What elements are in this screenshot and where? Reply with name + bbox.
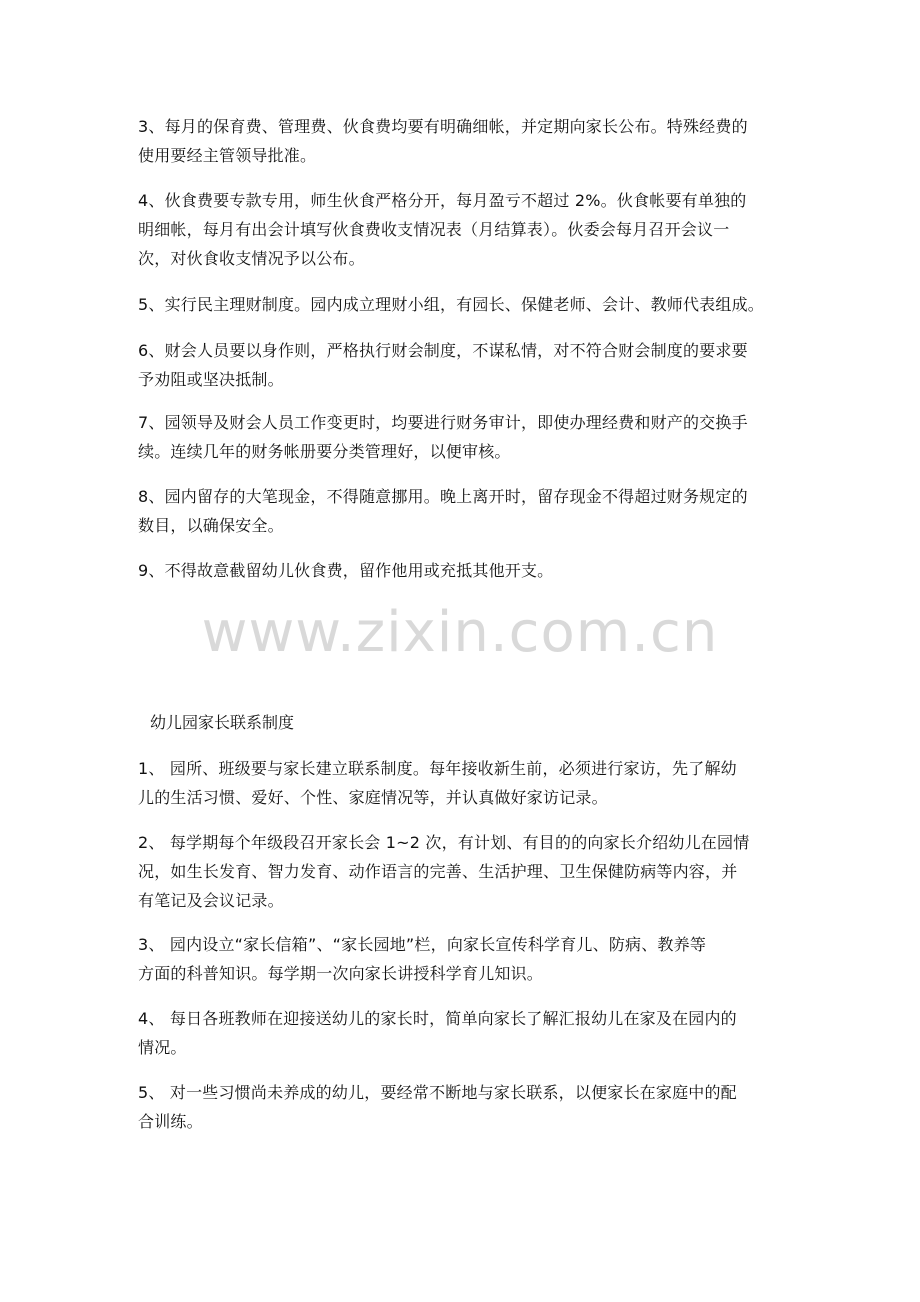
paragraph-item-2	[138, 828, 798, 915]
text-line: 使用要经主管领导批准。	[138, 146, 317, 165]
paragraph-item-5b	[138, 1078, 798, 1136]
section-title: 幼儿园家长联系制度	[150, 713, 295, 732]
paragraph-item-9	[138, 556, 798, 585]
text-line: 1、 园所、班级要与家长建立联系制度。每年接收新生前，必须进行家访，先了解幼	[138, 759, 737, 778]
text-line: 5、实行民主理财制度。园内成立理财小组，有园长、保健老师、会计、教师代表组成。	[138, 295, 764, 314]
text-line: 3、 园内设立“家长信箱”、“家长园地”栏，向家长宣传科学育儿、防病、教养等	[138, 935, 707, 954]
text-line: 3、每月的保育费、管理费、伙食费均要有明确细帐，并定期向家长公布。特殊经费的	[138, 117, 748, 136]
text-line: 5、 对一些习惯尚未养成的幼儿，要经常不断地与家长联系，以便家长在家庭中的配	[138, 1083, 737, 1102]
text-line: 合训练。	[138, 1112, 203, 1131]
text-line: 8、园内留存的大笔现金，不得随意挪用。晚上离开时，留存现金不得超过财务规定的	[138, 487, 748, 506]
text-line: 6、财会人员要以身作则，严格执行财会制度，不谋私情，对不符合财会制度的要求要	[138, 341, 748, 360]
text-line: 4、伙食费要专款专用，师生伙食严格分开，每月盈亏不超过 2%。伙食帐要有单独的	[138, 191, 747, 210]
paragraph-item-4b	[138, 1004, 798, 1062]
paragraph-item-7	[138, 408, 798, 466]
text-line: 9、不得故意截留幼儿伙食费，留作他用或充抵其他开支。	[138, 561, 554, 580]
text-line: 数目，以确保安全。	[138, 516, 284, 535]
text-line: 2、 每学期每个年级段召开家长会 1~2 次，有计划、有目的的向家长介绍幼儿在园情	[138, 833, 750, 852]
text-line: 7、园领导及财会人员工作变更时，均要进行财务审计，即使办理经费和财产的交换手	[138, 413, 748, 432]
paragraph-item-5	[138, 290, 798, 319]
paragraph-item-3	[138, 112, 798, 170]
paragraph-item-1	[138, 754, 798, 812]
paragraph-item-4	[138, 186, 798, 273]
text-line: 予劝阻或坚决抵制。	[138, 370, 284, 389]
text-line: 明细帐，每月有出会计填写伙食费收支情况表（月结算表）。伙委会每月召开会议一	[138, 220, 730, 239]
text-line: 况，如生长发育、智力发育、动作语言的完善、生活护理、卫生保健防病等内容，并	[138, 862, 738, 881]
paragraph-item-6	[138, 336, 798, 394]
text-line: 情况。	[138, 1038, 187, 1057]
text-line: 次，对伙食收支情况予以公布。	[138, 249, 365, 268]
text-line: 方面的科普知识。每学期一次向家长讲授科学育儿知识。	[138, 964, 544, 983]
paragraph-item-3b	[138, 930, 798, 988]
text-line: 有笔记及会议记录。	[138, 891, 284, 910]
text-line: 儿的生活习惯、爱好、个性、家庭情况等，并认真做好家访记录。	[138, 788, 608, 807]
text-line: 续。连续几年的财务帐册要分类管理好，以便审核。	[138, 442, 511, 461]
text-line: 4、 每日各班教师在迎接送幼儿的家长时，简单向家长了解汇报幼儿在家及在园内的	[138, 1009, 737, 1028]
paragraph-item-8	[138, 482, 798, 540]
watermark: www.zixin.com.cn	[201, 600, 719, 665]
